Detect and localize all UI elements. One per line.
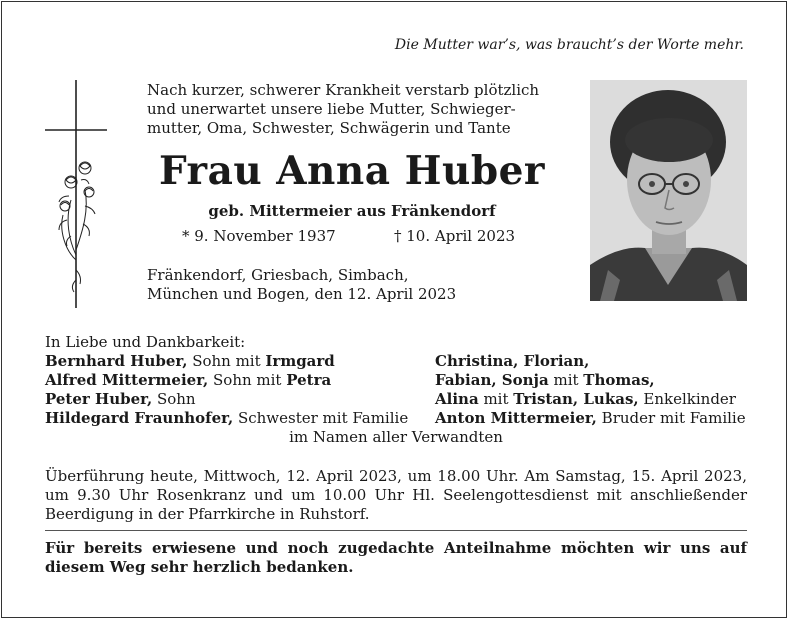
- service-details: Überführung heute, Mittwoch, 12. April 2023, um 18.00 Uhr. Am Samstag, 15. April 2023, um 9.30 Uhr Rosenkranz und um 10.00 Uhr Hl. Seelengottesdienst mit anschließender Beerdigung in der Pfarrkirche in Ruhstorf.: [45, 467, 747, 523]
- mourner-line: Hildegard Fraunhofer, Schwester mit Familie: [45, 409, 409, 427]
- intro-line: und unerwartet unsere liebe Mutter, Schwieger-: [147, 100, 516, 118]
- obituary-notice: [1, 1, 787, 618]
- mourner-line: Anton Mittermeier, Bruder mit Familie: [435, 409, 746, 427]
- intro-line: mutter, Oma, Schwester, Schwägerin und Tante: [147, 119, 511, 137]
- birth-date: * 9. November 1937: [182, 227, 336, 245]
- place-line: München und Bogen, den 12. April 2023: [147, 285, 457, 303]
- place-and-date: [147, 266, 456, 304]
- mourner-line: Alina mit Tristan, Lukas, Enkelkinder: [435, 390, 736, 408]
- cross-with-roses-icon: [45, 80, 115, 310]
- deceased-name: Frau Anna Huber: [159, 148, 545, 194]
- place-line: Fränkendorf, Griesbach, Simbach,: [147, 266, 409, 284]
- mourners-left: [45, 352, 408, 428]
- mourners-right: [435, 352, 746, 428]
- maiden-name: geb. Mittermeier aus Fränkendorf: [208, 202, 496, 220]
- death-date: † 10. April 2023: [394, 227, 516, 245]
- mourner-line: Fabian, Sonja mit Thomas,: [435, 371, 655, 389]
- closing-thanks: Für bereits erwiesene und noch zugedachte Anteilnahme möchten wir uns auf diesem Weg sehr herzlich bedanken.: [45, 539, 747, 576]
- motto: Die Mutter war’s, was braucht’s der Worte mehr.: [394, 37, 744, 53]
- mourner-line: Bernhard Huber, Sohn mit Irmgard: [45, 352, 335, 370]
- portrait-photo: [590, 80, 747, 301]
- intro-text: [147, 81, 557, 138]
- mourner-line: Alfred Mittermeier, Sohn mit Petra: [45, 371, 332, 389]
- mourner-line: Christina, Florian,: [435, 352, 590, 370]
- relatives-note: im Namen aller Verwandten: [289, 428, 503, 446]
- mourner-line: Peter Huber, Sohn: [45, 390, 196, 408]
- divider: [45, 530, 747, 531]
- thanks-heading: In Liebe und Dankbarkeit:: [45, 333, 246, 351]
- intro-line: Nach kurzer, schwerer Krankheit verstarb plötzlich: [147, 81, 540, 99]
